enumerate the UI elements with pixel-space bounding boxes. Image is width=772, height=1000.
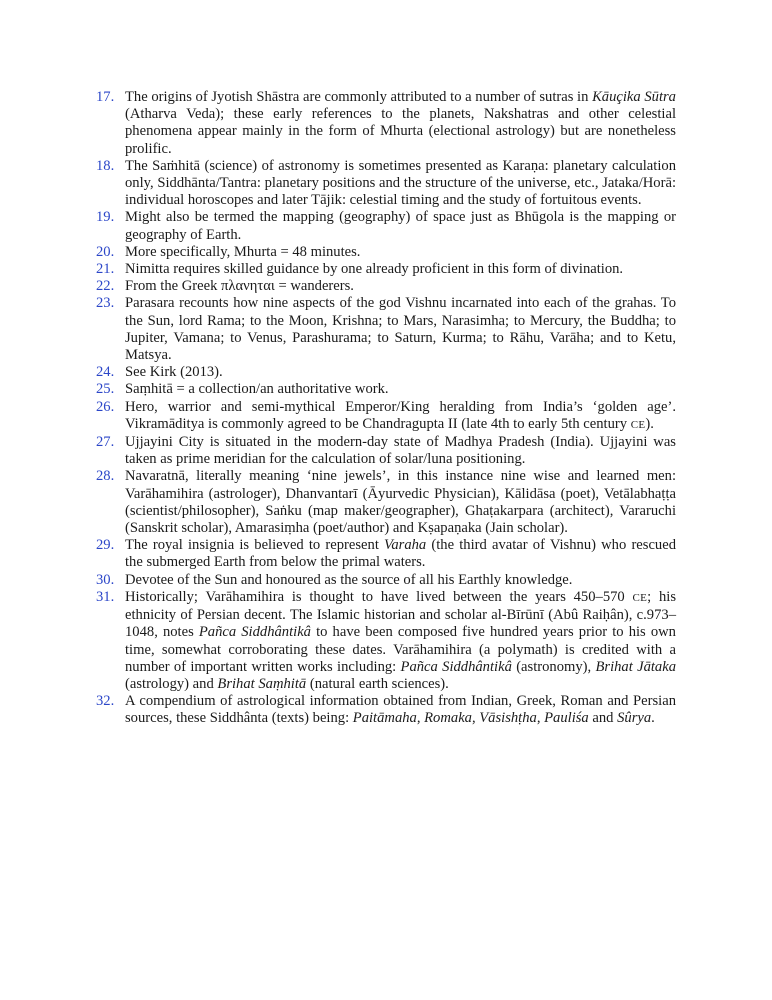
endnote-item [96,261,676,278]
text-run: (astronomy), [511,658,596,675]
italic-term: Kāuçika Sūtra [592,89,676,105]
text-run: Ujjayini City is situated in the modern-day state of Madhya Pradesh (India). Ujjayini was taken as prime meridian for the calculation of solar/luna positioning. [125,434,676,468]
endnote-text [125,434,676,468]
endnote-number[interactable]: 31. [96,588,115,605]
text-run: Navaratnā, literally meaning ‘nine jewels’, in this instance nine wise and learned men: Varāhamihira (astrologer), Dhanvantarī (Āyurvedic Physician), Kālidāsa (poet), Vetālabhaṭṭa (scientist/philosopher), Saṅku (map maker/geographer), Ghaṭakarpara (architect), Vararuchi (Sanskrit scholar), Amarasiṃha (poet/author) and Kṣapaṇaka (Jain scholar). [125,468,676,537]
endnote-text [125,244,676,261]
text-run: , [536,710,545,727]
endnote-item [96,434,676,468]
endnote-text [125,364,676,381]
endnote-item [96,244,676,261]
text-run: Parasara recounts how nine aspects of the god Vishnu incarnated into each of the grahas. To the Sun, lord Rama; to the Moon, Krishna; to Mars, Narasimha; to Mercury, the Buddha; to Jupiter, Vamana; to Venus, Parashurama; to Saturn, Kurma; to Rāhu, Varāha; and to Ketu, Matsya. [125,295,676,364]
endnote-item [96,572,676,589]
text-run: , [416,710,425,727]
endnote-text [125,295,676,364]
endnote-number[interactable]: 29. [96,537,115,554]
endnote-number[interactable]: 18. [96,157,115,174]
endnote-number[interactable]: 22. [96,278,115,295]
italic-term: Pauliśa [544,710,589,727]
italic-term: Vāsishṭha [479,710,537,727]
italic-term: Varaha [384,537,427,554]
text-run: A compendium of astrological information obtained from Indian, Greek, Roman and Persian sources, these Siddhânta (texts) being: [125,693,676,727]
endnote-item [96,89,676,158]
endnote-item [96,537,676,571]
italic-term: Romaka [424,710,472,727]
endnote-text [125,572,676,589]
endnote-number[interactable]: 25. [96,381,115,398]
text-run: The Saṁhitā (science) of astronomy is sometimes presented as Karaṇa: planetary calculation only, Siddhānta/Tantra: planetary positions and the structure of the universe, etc., Jataka/Horā: individual horoscopes and later Tājik: celestial timing and the study of fortuitous events. [125,157,676,209]
endnote-item [96,209,676,243]
endnote-item [96,158,676,210]
text-run: From the Greek πλανηται = wanderers. [125,278,354,295]
endnote-text [125,278,676,295]
endnote-number[interactable]: 26. [96,398,115,415]
text-run: Hero, warrior and semi-mythical Emperor/King heralding from India’s ‘golden age’. Vikramāditya is commonly agreed to be Chandragupta II (late 4th to early 5th century [125,398,676,432]
text-run: ; his ethnicity of Persian decent. The Islamic historian and scholar al-Bīrūnī (Abû Raiḥân), c.973–1048, notes [125,588,677,641]
endnote-text [125,399,676,434]
italic-term: Pañca Siddhântikâ [400,658,512,675]
endnote-item [96,295,676,364]
endnote-text [125,158,676,210]
text-run: CE [630,418,646,431]
endnote-text [125,381,676,398]
endnote-number[interactable]: 23. [96,295,115,312]
italic-term: Sûrya [617,710,652,727]
endnote-number[interactable]: 19. [96,209,115,226]
text-run: Devotee of the Sun and honoured as the source of all his Earthly knowledge. [125,571,573,588]
text-run: (natural earth sciences). [306,675,449,692]
endnote-item [96,399,676,434]
endnote-item [96,364,676,381]
endnote-number[interactable]: 24. [96,364,115,381]
text-run: More specifically, Mhurta = 48 minutes. [125,243,361,260]
text-run: The royal insignia is believed to represent [125,537,385,554]
endnote-number[interactable]: 21. [96,261,115,278]
endnote-item [96,589,676,693]
endnote-text [125,693,676,727]
italic-term: Brihat Jātaka [595,658,676,675]
endnote-item [96,468,676,537]
text-run: The origins of Jyotish Shāstra are commonly attributed to a number of sutras in [125,89,593,105]
endnote-text [125,209,676,243]
endnote-number[interactable]: 20. [96,243,115,260]
endnote-number[interactable]: 27. [96,434,115,451]
text-run: Historically; Varāhamihira is thought to have lived between the years 450–570 [125,588,633,605]
text-run: (Atharva Veda); these early references to the planets, Nakshatras and other celestial phenomena appear mainly in the form of Mhurta (electional astrology) but are nonetheless prolific. [125,106,676,157]
text-run: See Kirk (2013). [125,364,223,381]
text-run: (astrology) and [125,675,218,692]
text-run: (the third avatar of Vishnu) who rescued the submerged Earth from below the primal waters. [125,537,677,571]
text-run: and [588,710,618,727]
text-run: Saṃhitā = a collection/an authoritative work. [125,381,389,398]
italic-term: Pañca Siddhântikâ [198,624,311,641]
text-run: Nimitta requires skilled guidance by one already proficient in this form of divination. [125,261,624,278]
endnote-number[interactable]: 28. [96,468,115,485]
text-run: Might also be termed the mapping (geography) of space just as Bhūgola is the mapping or geography of Earth. [125,209,676,243]
text-run: CE [632,591,648,604]
endnote-text [125,261,676,278]
endnote-number[interactable]: 32. [96,693,115,710]
endnotes-list [96,89,676,728]
endnote-item [96,278,676,295]
italic-term: Brihat Saṃhitā [217,675,307,692]
endnote-text [125,468,676,537]
text-run: ). [645,415,654,432]
endnote-text [125,589,676,693]
text-run: . [651,710,655,727]
text-run: to have been composed five hundred years prior to his own time, somewhat corroborating these dates. Varāhamihira (a polymath) is credited with a number of important written works including: [125,624,676,675]
endnote-text [125,89,676,158]
italic-term: Paitāmaha [352,710,417,727]
endnote-item [96,381,676,398]
endnote-text [125,537,676,571]
text-run: , [471,710,480,727]
endnote-number[interactable]: 17. [96,89,115,105]
endnote-number[interactable]: 30. [96,571,115,588]
endnote-item [96,693,676,727]
